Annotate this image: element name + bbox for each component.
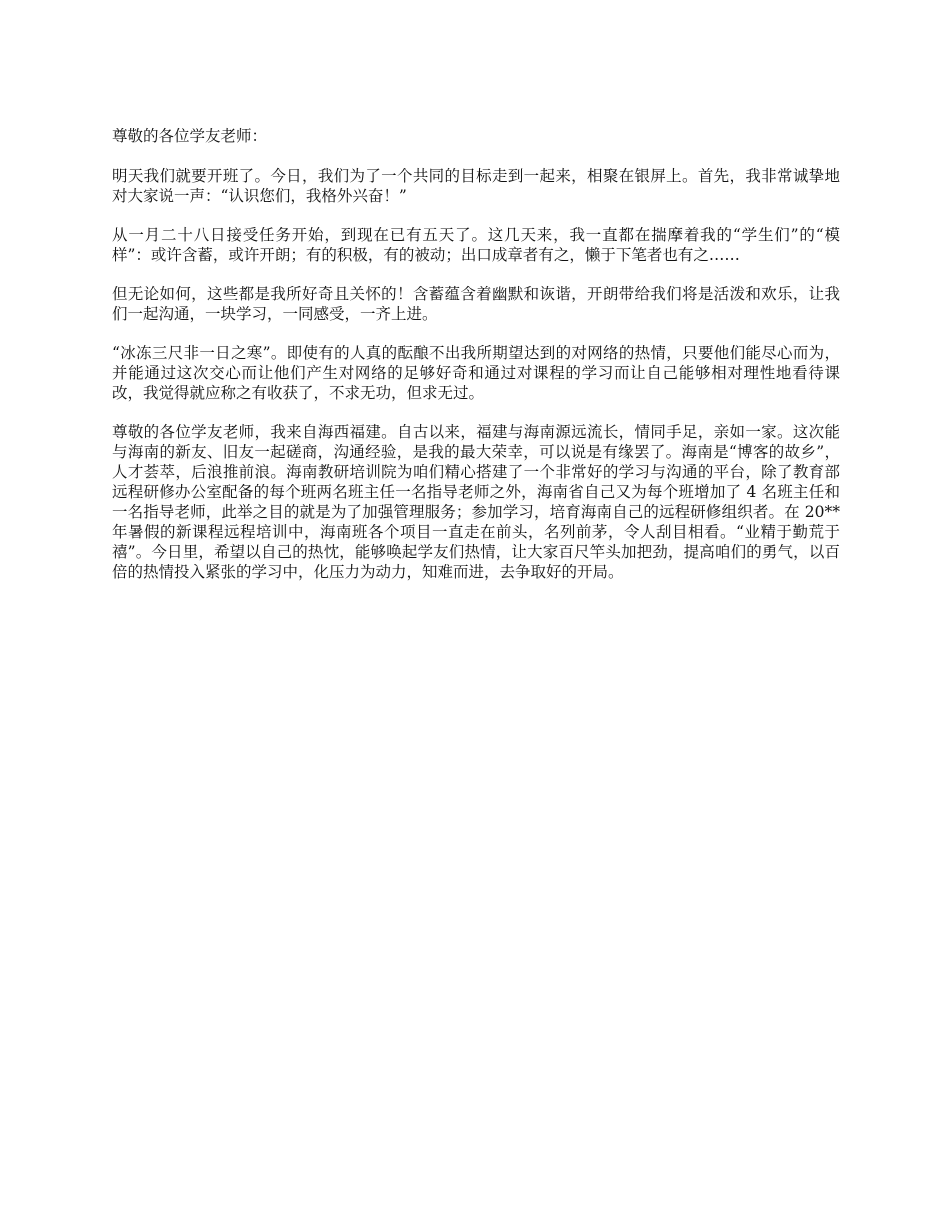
salutation: 尊敬的各位学友老师： xyxy=(112,127,268,145)
paragraph-curiosity: 但无论如何，这些都是我所好奇且关怀的！含蓄蕴含着幽默和诙谐，开朗带给我们将是活泼和欢乐，让我们一起沟通，一块学习，一同感受，一齐上进。 xyxy=(112,285,840,323)
paragraph-students: 从一月二十八日接受任务开始，到现在已有五天了。这几天来，我一直都在揣摩着我的“学生们”的“模样”：或许含蓄，或许开朗；有的积极，有的被动；出口成章者有之，懒于下笔者也有之…… xyxy=(112,226,840,264)
paragraph-proverb: “冰冻三尺非一日之寒”。即使有的人真的酝酿不出我所期望达到的对网络的热情，只要他们能尽心而为，并能通过这次交心而让他们产生对网络的足够好奇和通过对课程的学习而让自己能够相对理性地看待课改，我觉得就应称之有收获了，不求无功，但求无过。 xyxy=(112,344,840,402)
document-page xyxy=(112,126,840,601)
paragraph-hainan: 尊敬的各位学友老师，我来自海西福建。自古以来，福建与海南源远流长，情同手足，亲如一家。这次能与海南的新友、旧友一起磋商，沟通经验，是我的最大荣幸，可以说是有缘罢了。海南是“博客的故乡”，人才荟萃，后浪推前浪。海南教研培训院为咱们精心搭建了一个非常好的学习与沟通的平台，除了教育部远程研修办公室配备的每个班两名班主任一名指导老师之外，海南省自己又为每个班增加了 4 名班主任和一名指导老师，此举之目的就是为了加强管理服务；参加学习，培育海南自己的远程研修组织者。在 20**年暑假的新课程远程培训中，海南班各个项目一直走在前头，名列前茅，令人刮目相看。“业精于勤荒于禧”。今日里，希望以自己的热忱，能够唤起学友们热情，让大家百尺竿头加把劲，提高咱们的勇气，以百倍的热情投入紧张的学习中，化压力为动力，知难而进，去争取好的开局。 xyxy=(112,423,840,581)
paragraph-opening: 明天我们就要开班了。今日，我们为了一个共同的目标走到一起来，相聚在银屏上。首先，我非常诚挚地对大家说一声：“认识您们，我格外兴奋！” xyxy=(112,167,840,205)
